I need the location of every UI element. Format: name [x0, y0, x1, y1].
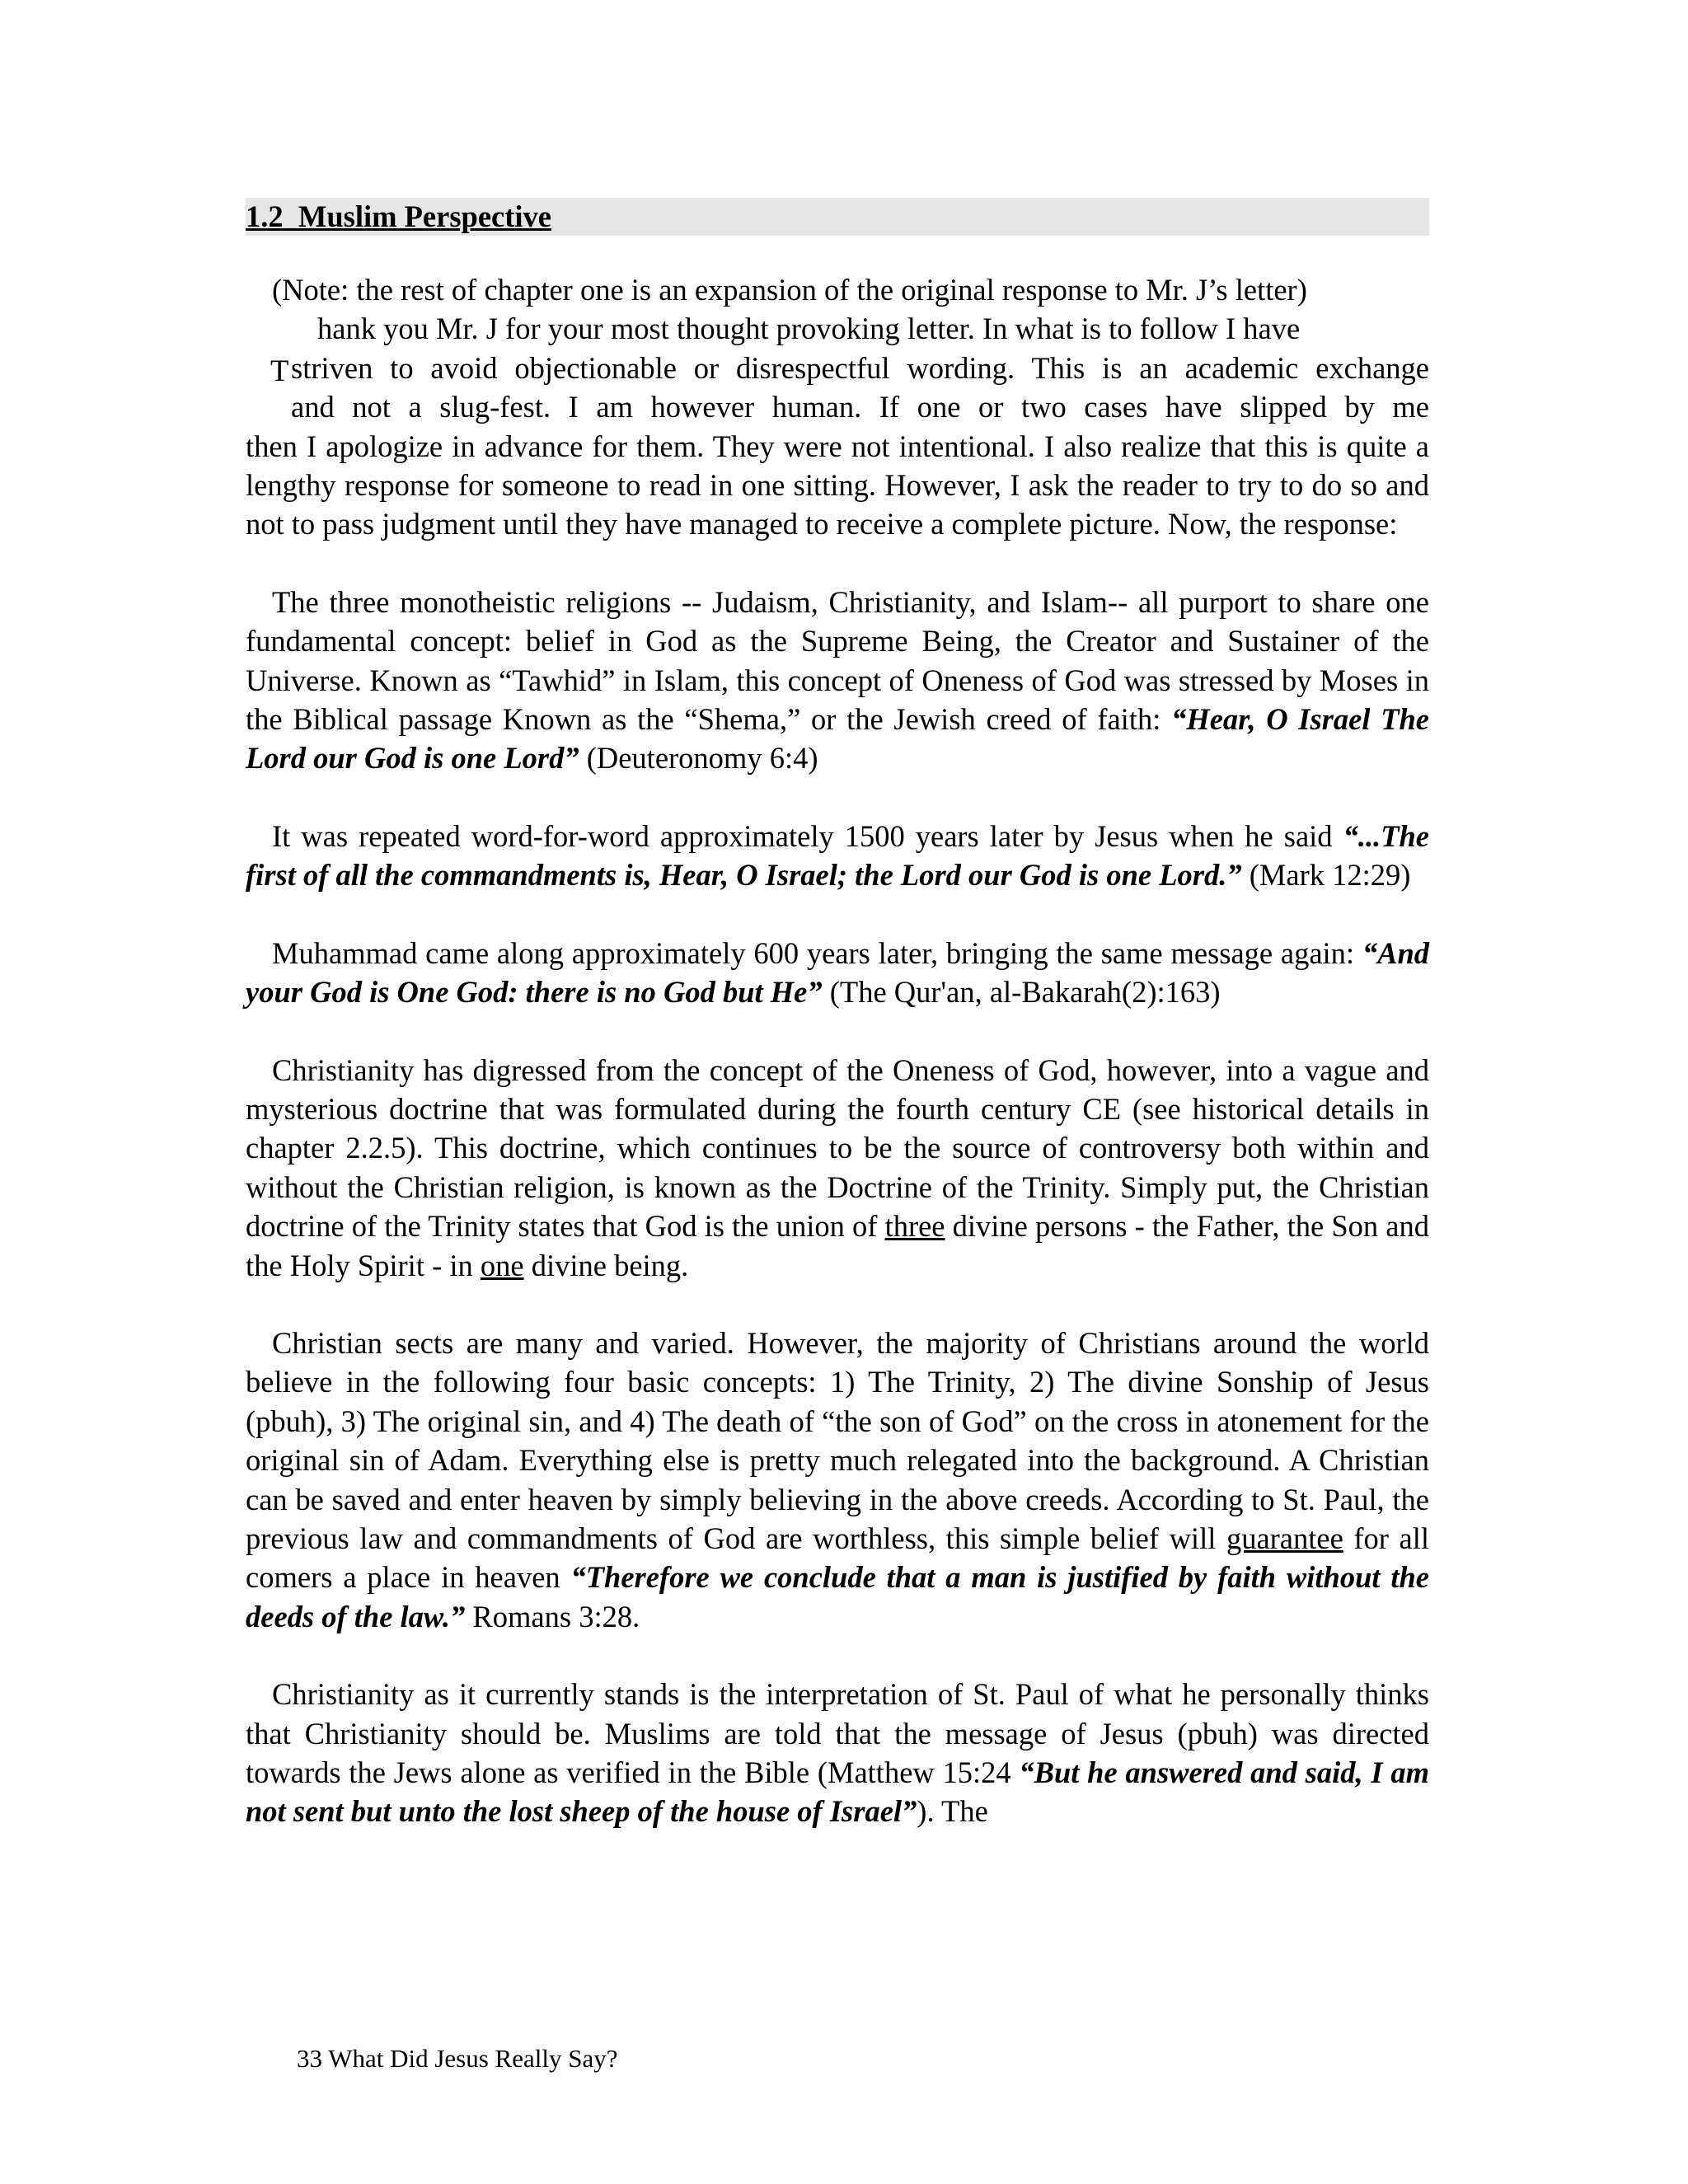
- paragraph-paul: Christianity as it currently stands is the interpretation of St. Paul of what he personally thinks that Christianity should be. Muslims are told that the message of Jesus (pbuh) was directed towards the Jews alone as verified in the Bible (Matthew 15:24 “But he answered and said, I am not sent but unto the lost sheep of the house of Israel”). The: [246, 1677, 1429, 1829]
- intro-line-1: hank you Mr. J for your most thought provoking letter. In what is to follow I have: [317, 312, 1301, 346]
- editor-note: (Note: the rest of chapter one is an expansion of the original response to Mr. J’s letter): [272, 273, 1307, 307]
- quote-deuteronomy: “Hear, O Israel The Lord our God is one Lord”: [246, 702, 1429, 776]
- intro-paragraph: [246, 309, 1429, 543]
- intro-line-3: and not a slug-fest. I am however human. If one or two cases have slipped by me: [291, 390, 1429, 424]
- paragraph-mark: It was repeated word-for-word approximately 1500 years later by Jesus when he said “...The first of all the commandments is, Hear, O Israel; the Lord our God is one Lord.” (Mark 12:29): [246, 818, 1429, 893]
- quote-romans: “Therefore we conclude that a man is justified by faith without the deeds of the law.”: [246, 1560, 1429, 1633]
- section-number: 1.2: [246, 199, 284, 233]
- paragraph-trinity: Christianity has digressed from the concept of the Oneness of God, however, into a vague and mysterious doctrine that was formulated during the fourth century CE (see historical details in chapter 2.2.5). This doctrine, which continues to be the source of controversy both within and without the Christian religion, is known as the Doctrine of the Trinity. Simply put, the Christian doctrine of the Trinity states that God is the union of three divine persons - the Father, the Son and the Holy Spirit - in one divine being.: [246, 1052, 1430, 1282]
- intro-rest: then I apologize in advance for them. They were not intentional. I also realize that this is quite a lengthy response for someone to read in one sitting. However, I ask the reader to try to do so and not to pass judgment until they have managed to receive a complete picture. Now, the response:: [246, 429, 1429, 541]
- intro-line-2: striven to avoid objectionable or disrespectful wording. This is an academic exchange: [291, 350, 1429, 385]
- paragraph-sects: Christian sects are many and varied. However, the majority of Christians around the world believe in the following four basic concepts: 1) The Trinity, 2) The divine Sonship of Jesus (pbuh), 3) The original sin, and 4) The death of “the son of God” on the cross in atonement for the original sin of Adam. Everything else is pretty much relegated into the background. A Christian can be saved and enter heaven by simply believing in the above creeds. According to St. Paul, the previous law and commandments of God are worthless, this simple belief will guarantee for all comers a place in heaven “Therefore we conclude that a man is justified by faith without the deeds of the law.” Romans 3:28.: [246, 1325, 1429, 1633]
- section-title: Muslim Perspective: [298, 199, 551, 233]
- body-text: [246, 198, 1429, 1831]
- drop-cap: T: [270, 354, 289, 388]
- page-number: 33: [297, 2044, 322, 2073]
- quote-mark: “...The first of all the commandments is, Hear, O Israel; the Lord our God is one Lord.”: [246, 818, 1429, 893]
- paragraph-shema: The three monotheistic religions -- Judaism, Christianity, and Islam-- all purport to share one fundamental concept: belief in God as the Supreme Being, the Creator and Sustainer of the Universe. Known as “Tawhid” in Islam, this concept of Oneness of God was stressed by Moses in the Biblical passage Known as the “Shema,” or the Jewish creed of faith: “Hear, O Israel The Lord our God is one Lord” (Deuteronomy 6:4): [246, 584, 1429, 776]
- quote-matthew: “But he answered and said, I am not sent but unto the lost sheep of the house of Israel”: [246, 1755, 1429, 1829]
- page-footer: [297, 2042, 617, 2075]
- quote-quran: “And your God is One God: there is no God but He”: [246, 935, 1429, 1010]
- book-title: What Did Jesus Really Say?: [328, 2044, 618, 2073]
- paragraph-quran: Muhammad came along approximately 600 years later, bringing the same message again: “And your God is One God: there is no God but He” (The Qur'an, al-Bakarah(2):163): [246, 935, 1429, 1010]
